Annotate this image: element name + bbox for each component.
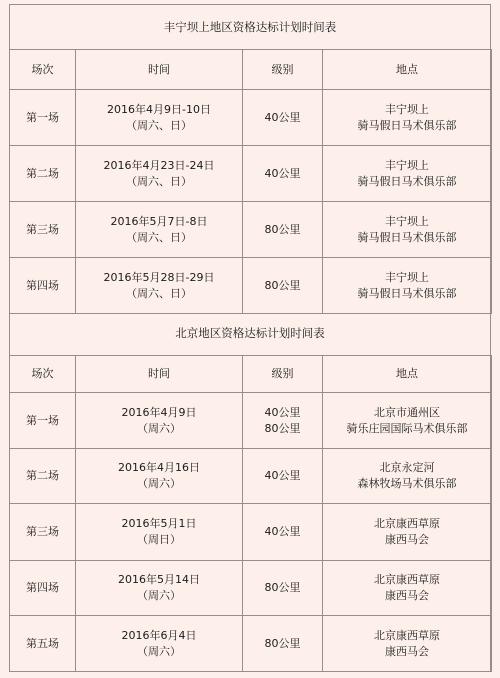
location-line1: 丰宁坝上 <box>385 270 429 284</box>
date-text: 2016年5月1日 <box>121 517 197 530</box>
level-cell: 80公里 <box>243 258 323 314</box>
weekday-text: （周六） <box>137 589 181 602</box>
location-cell <box>323 449 492 504</box>
date-text: 2016年4月16日 <box>118 461 200 474</box>
table-title-beijing: 北京地区资格达标计划时间表 <box>175 326 325 340</box>
header-location: 地点 <box>323 50 492 90</box>
date-text: 2016年5月28日-29日 <box>103 270 215 284</box>
level-cell: 80公里 <box>243 616 323 672</box>
table-row <box>10 258 492 314</box>
weekday-text: （周六、日） <box>126 174 192 188</box>
header-row <box>10 50 492 90</box>
location-line1: 北京康西草原 <box>374 517 440 530</box>
header-row <box>10 356 492 393</box>
level-cell: 40公里 <box>243 504 323 561</box>
table-row <box>10 393 492 449</box>
table-row <box>10 616 492 672</box>
date-text: 2016年4月9日-10日 <box>107 102 211 116</box>
location-line2: 骑马假日马术俱乐部 <box>357 174 457 188</box>
time-cell <box>76 393 243 449</box>
weekday-text: （周六、日） <box>126 286 192 300</box>
time-cell <box>76 90 243 146</box>
weekday-text: （周六、日） <box>126 118 192 132</box>
header-level: 级别 <box>243 356 323 393</box>
location-line2: 康西马会 <box>385 644 429 658</box>
time-cell <box>76 616 243 672</box>
header-session: 场次 <box>10 356 76 393</box>
date-text: 2016年5月7日-8日 <box>110 214 208 228</box>
location-line2: 骑乐庄园国际马术俱乐部 <box>346 421 468 435</box>
date-text: 2016年4月23日-24日 <box>103 158 215 172</box>
weekday-text: （周六、日） <box>126 230 192 244</box>
level-cell: 40公里 <box>243 449 323 504</box>
date-text: 2016年5月14日 <box>118 573 200 586</box>
location-line1: 丰宁坝上 <box>385 214 429 228</box>
table-row <box>10 561 492 616</box>
level-line2: 80公里 <box>264 421 301 435</box>
session-cell: 第五场 <box>10 616 76 672</box>
header-session: 场次 <box>10 50 76 90</box>
location-line2: 森林牧场马术俱乐部 <box>357 477 457 490</box>
location-line2: 骑马假日马术俱乐部 <box>357 118 457 132</box>
time-cell <box>76 146 243 202</box>
session-cell: 第三场 <box>10 202 76 258</box>
location-cell <box>323 616 492 672</box>
weekday-text: （周日） <box>137 533 181 546</box>
location-line2: 康西马会 <box>385 589 429 602</box>
location-line1: 北京市通州区 <box>374 405 440 419</box>
level-cell: 40公里 <box>243 90 323 146</box>
session-cell: 第四场 <box>10 561 76 616</box>
level-cell: 40公里 <box>243 146 323 202</box>
location-line1: 丰宁坝上 <box>385 158 429 172</box>
table-title-fengning: 丰宁坝上地区资格达标计划时间表 <box>163 20 337 34</box>
time-cell <box>76 561 243 616</box>
table-row <box>10 146 492 202</box>
schedule-table-beijing <box>9 355 492 672</box>
session-cell: 第三场 <box>10 504 76 561</box>
location-cell <box>323 258 492 314</box>
table-row <box>10 90 492 146</box>
session-cell: 第一场 <box>10 90 76 146</box>
session-cell: 第二场 <box>10 449 76 504</box>
session-cell: 第四场 <box>10 258 76 314</box>
location-line1: 北京康西草原 <box>374 573 440 586</box>
table-row <box>10 449 492 504</box>
table-row <box>10 202 492 258</box>
location-line1: 丰宁坝上 <box>385 102 429 116</box>
location-cell <box>323 504 492 561</box>
level-cell: 80公里 <box>243 202 323 258</box>
date-text: 2016年6月4日 <box>121 628 197 642</box>
table-row <box>10 504 492 561</box>
date-text: 2016年4月9日 <box>121 405 197 419</box>
schedule-table-fengning <box>9 49 492 314</box>
header-location: 地点 <box>323 356 492 393</box>
location-line2: 骑马假日马术俱乐部 <box>357 230 457 244</box>
header-time: 时间 <box>76 50 243 90</box>
level-line1: 40公里 <box>264 405 301 419</box>
location-cell <box>323 561 492 616</box>
time-cell <box>76 449 243 504</box>
location-cell <box>323 393 492 449</box>
location-line1: 北京康西草原 <box>374 628 440 642</box>
weekday-text: （周六） <box>137 421 181 435</box>
location-cell <box>323 90 492 146</box>
session-cell: 第二场 <box>10 146 76 202</box>
time-cell <box>76 504 243 561</box>
location-line1: 北京永定河 <box>379 461 435 474</box>
level-cell: 80公里 <box>243 561 323 616</box>
header-time: 时间 <box>76 356 243 393</box>
time-cell <box>76 258 243 314</box>
session-cell: 第一场 <box>10 393 76 449</box>
location-line2: 康西马会 <box>385 533 429 546</box>
location-cell <box>323 146 492 202</box>
time-cell <box>76 202 243 258</box>
location-line2: 骑马假日马术俱乐部 <box>357 286 457 300</box>
weekday-text: （周六） <box>137 644 181 658</box>
location-cell <box>323 202 492 258</box>
header-level: 级别 <box>243 50 323 90</box>
level-cell <box>243 393 323 449</box>
weekday-text: （周六） <box>137 477 181 490</box>
